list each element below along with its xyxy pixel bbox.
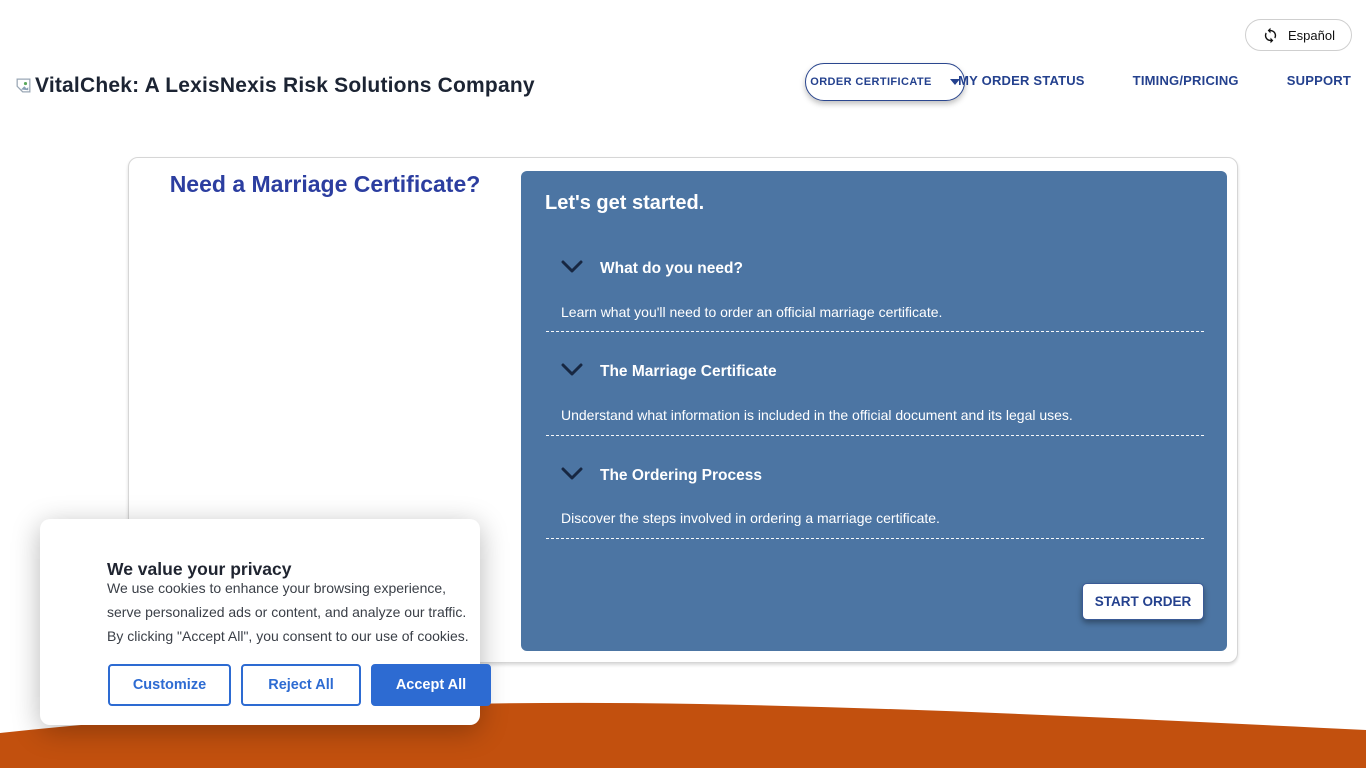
logo-alt-text: VitalChek: A LexisNexis Risk Solutions Company <box>35 74 535 97</box>
dashed-divider <box>546 538 1204 539</box>
sync-icon <box>1262 27 1279 44</box>
panel-title: Let's get started. <box>545 192 705 214</box>
accept-all-button[interactable]: Accept All <box>371 664 491 706</box>
cookie-consent-dialog <box>40 519 480 725</box>
chevron-down-icon <box>561 467 583 485</box>
chevron-down-icon <box>561 260 583 278</box>
cookie-dialog-title: We value your privacy <box>107 559 292 579</box>
page-title: Need a Marriage Certificate? <box>169 171 481 197</box>
nav-my-order-status[interactable]: MY ORDER STATUS <box>958 73 1085 88</box>
order-certificate-label: ORDER CERTIFICATE <box>810 76 932 88</box>
get-started-panel <box>521 171 1227 651</box>
accordion-title: The Ordering Process <box>600 467 762 484</box>
nav-support[interactable]: SUPPORT <box>1286 73 1351 88</box>
accordion-title: What do you need? <box>600 260 743 277</box>
language-toggle-button[interactable] <box>1245 19 1352 51</box>
cookie-dialog-body: We use cookies to enhance your browsing experience, serve personalized ads or content, and analyze our traffic. By clicking "Accept All", you consent to our use of cookies. <box>107 580 469 644</box>
main-nav <box>958 73 1351 88</box>
site-logo[interactable] <box>14 74 535 100</box>
reject-all-button[interactable]: Reject All <box>241 664 361 706</box>
broken-image-icon <box>14 76 33 100</box>
accordion-what-do-you-need[interactable] <box>561 260 743 278</box>
cookie-dialog-buttons <box>108 664 491 706</box>
accordion-ordering-process[interactable] <box>561 467 762 485</box>
accordion-description: Discover the steps involved in ordering a marriage certificate. <box>561 510 940 526</box>
customize-button[interactable]: Customize <box>108 664 231 706</box>
nav-timing-pricing[interactable]: TIMING/PRICING <box>1132 73 1239 88</box>
accordion-description: Understand what information is included in the official document and its legal uses. <box>561 407 1073 423</box>
accordion-title: The Marriage Certificate <box>600 363 777 380</box>
start-order-button[interactable]: START ORDER <box>1082 583 1204 620</box>
accordion-marriage-certificate[interactable] <box>561 363 777 381</box>
dashed-divider <box>546 435 1204 436</box>
order-certificate-dropdown[interactable] <box>805 63 965 101</box>
language-label: Español <box>1288 27 1335 43</box>
accordion-description: Learn what you'll need to order an official marriage certificate. <box>561 304 943 320</box>
dashed-divider <box>546 331 1204 332</box>
chevron-down-icon <box>561 363 583 381</box>
